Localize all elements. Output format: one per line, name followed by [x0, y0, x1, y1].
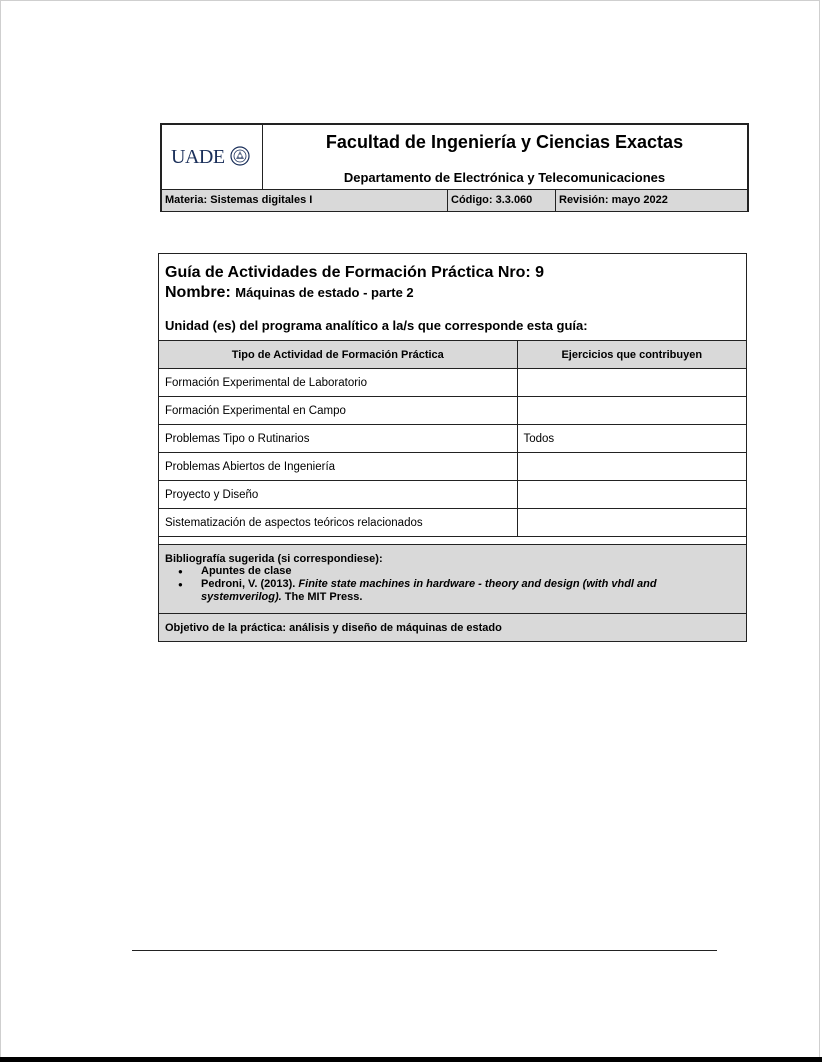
activity-guide-table — [158, 253, 747, 642]
exercises-cell — [517, 509, 746, 537]
table-row — [159, 425, 746, 453]
activity-type-cell: Sistematización de aspectos teóricos relacionados — [159, 509, 517, 537]
logo-cell — [162, 125, 263, 189]
guide-title: Guía de Actividades de Formación Práctica Nro: 9 — [165, 264, 545, 281]
table-row — [159, 453, 746, 481]
faculty-title: Facultad de Ingeniería y Ciencias Exactas — [325, 132, 684, 152]
activity-type-table — [159, 340, 746, 537]
bibliography-author: Pedroni, V. (2013). — [201, 578, 296, 590]
course-meta-row — [162, 189, 747, 211]
bibliography-publisher: The MIT Press. — [284, 591, 363, 603]
department-title: Departamento de Electrónica y Telecomunicaciones — [343, 170, 666, 185]
activity-type-cell: Proyecto y Diseño — [159, 481, 517, 509]
guide-heading — [159, 254, 746, 340]
list-item — [175, 578, 706, 604]
bibliography-heading: Bibliografía sugerida (si correspondiese): — [165, 553, 383, 565]
unidad-label: Unidad (es) del programa analítico a la/s que corresponde esta guía: — [165, 318, 588, 333]
table-header-row — [159, 341, 746, 369]
revision-cell: Revisión: mayo 2022 — [555, 190, 747, 211]
exercises-cell — [517, 453, 746, 481]
exercises-cell: Todos — [517, 425, 746, 453]
objective-row: Objetivo de la práctica: análisis y diseño de máquinas de estado — [159, 613, 746, 641]
column-header-activity: Tipo de Actividad de Formación Práctica — [159, 341, 517, 369]
codigo-cell: Código: 3.3.060 — [447, 190, 555, 211]
table-row — [159, 397, 746, 425]
bibliography-item-text: Apuntes de clase — [201, 565, 292, 577]
bibliography-section — [159, 544, 746, 614]
guide-name-value: Máquinas de estado - parte 2 — [235, 285, 414, 300]
activity-type-cell: Formación Experimental de Laboratorio — [159, 369, 517, 397]
bibliography-list — [175, 565, 706, 604]
exercises-cell — [517, 397, 746, 425]
header-title-cell — [262, 125, 747, 189]
activity-type-cell: Formación Experimental en Campo — [159, 397, 517, 425]
materia-cell: Materia: Sistemas digitales I — [165, 194, 313, 206]
table-row — [159, 481, 746, 509]
table-row — [159, 369, 746, 397]
activity-type-cell: Problemas Tipo o Rutinarios — [159, 425, 517, 453]
list-item — [175, 565, 706, 578]
footer-divider — [132, 950, 717, 951]
exercises-cell — [517, 481, 746, 509]
page-bottom-edge — [0, 1057, 822, 1062]
document-header-table — [160, 123, 749, 212]
guide-name — [165, 284, 414, 302]
bibliography-book-title: Finite state machines in hardware - theory and design (with vhdl and systemverilog). — [201, 578, 657, 603]
column-header-exercises: Ejercicios que contribuyen — [517, 341, 746, 369]
university-seal-icon — [230, 145, 250, 167]
activity-type-cell: Problemas Abiertos de Ingeniería — [159, 453, 517, 481]
exercises-cell — [517, 369, 746, 397]
table-row — [159, 509, 746, 537]
uade-logo: UADE — [171, 146, 225, 168]
guide-name-label: Nombre: — [165, 284, 231, 301]
